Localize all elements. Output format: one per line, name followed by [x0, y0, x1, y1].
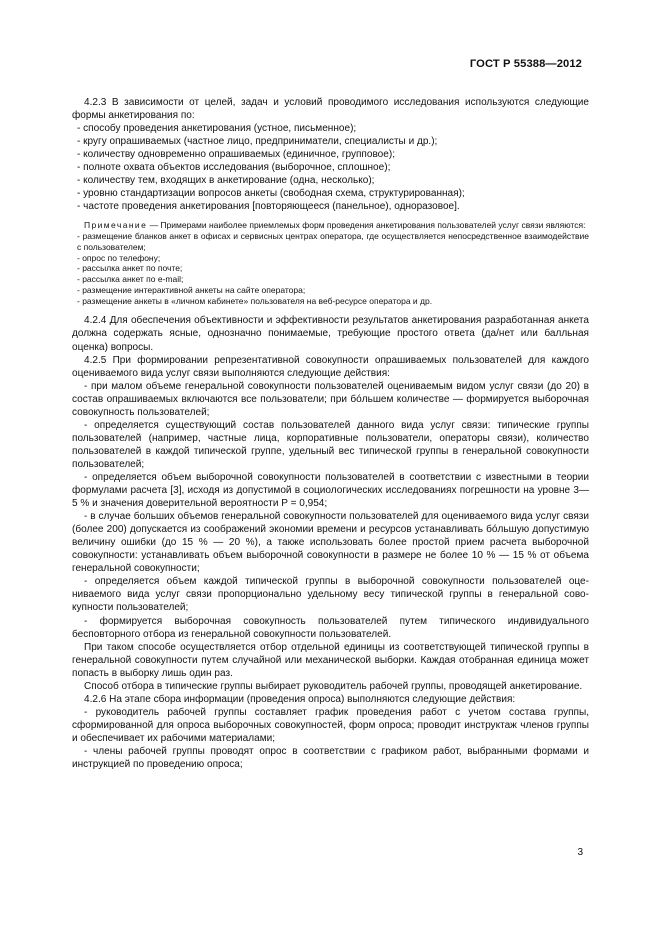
note-list-item: - размещение бланков анкет в офисах и сервисных центрах оператора, где осуществляется непосредственное взаимодействие с пользователем; [77, 231, 589, 252]
list-item: - при малом объеме генеральной совокупности пользователей оцениваемым видом услуг связи (до 20) в состав опрашиваемых включаются все пользователи; при бóльшем количестве — формируется выборочная совокупность пользователей; [72, 380, 589, 418]
paragraph-4-2-4: 4.2.4 Для обеспечения объективности и эффективности результатов анкетирования разработанная анкета должна содержать ясные, однозначно понимаемые, требующие простого ответа (да/нет или балльная оценка) вопросы. [72, 315, 589, 353]
list-item: - определяется объем выборочной совокупности пользователей в соответствии с известными в теории формулами расчета [3], исходя из допустимой в социологических исследованиях погрешности на уровне 3—5 % и значения доверительной вероятности P = 0,954; [72, 471, 589, 510]
paragraph-selection-responsible: Способ отбора в типические группы выбирает руководитель рабочей группы, проводящей анкетирование. [84, 680, 583, 692]
note-intro-text: — Примерами наиболее приемлемых форм проведения анкетирования пользователей услуг связи являются: [147, 220, 586, 231]
paragraph-selection-method: При таком способе осуществляется отбор отдельной единицы из соответствующей типической группы в генеральной совокупности путем случайной или механической выборки. Каждая отобранная единица может попасть в выборку лишь один раз. [72, 641, 589, 679]
list-item: - члены рабочей группы проводят опрос в соответствии с графиком работ, выбранными формами и инструкцией по проведению опроса; [72, 745, 589, 771]
list-item: - кругу опрашиваемых (частное лицо, предприниматели, специалисты и др.); [77, 136, 438, 148]
list-item: - формируется выборочная совокупность пользователей путем типического индивидуального бесповторного отбора из генеральной совокупности пользователей. [72, 615, 589, 640]
list-item: - частоте проведения анкетирования [повторяющееся (панельное), одноразовое]. [77, 201, 460, 213]
note-block [72, 220, 589, 306]
list-item: - количеству одновременно опрашиваемых (единичное, групповое); [77, 149, 395, 161]
list-item: - способу проведения анкетирования (устное, письменное); [77, 123, 357, 135]
note-list-item: - опрос по телефону; [77, 252, 161, 263]
list-item: - уровню стандартизации вопросов анкеты (свободная схема, структурированная); [77, 188, 465, 200]
document-code-header: ГОСТ Р 55388—2012 [469, 58, 582, 70]
page-number: 3 [577, 847, 583, 858]
list-item: - в случае больших объемов генеральной совокупности пользователей для оцениваемого вида услуг связи (более 200) допускается из соображений экономии времени и ресурсов устанавливать бóльшую допустимую величину ошибки (до 15 % — 20 %), а также использовать более простой прием расчета выборочной совокупности: устанавливать объем выборочной совокупности в размере не более 10 % — 15 % от объема генеральной совокупности; [72, 511, 589, 575]
document-body [72, 96, 589, 771]
note-label: Примечание [84, 220, 148, 231]
note-list-item: - размещение интерактивной анкеты на сайте оператора; [77, 284, 306, 295]
list-item: - определяется существующий состав пользователей данного вида услуг связи: типические группы пользователей (например, частные лица, корпоративные пользователи, операторы связи), количество пользователей в каждой типической группе, удельный вес типической группы в генеральной совокупности пользователей; [72, 419, 589, 470]
list-item: - количеству тем, входящих в анкетирование (одна, несколько); [77, 175, 375, 187]
paragraph-4-2-5-intro: 4.2.5 При формировании репрезентативной совокупности опрашиваемых пользователей для каждого оцениваемого вида услуг связи выполняются следующие действия: [72, 354, 589, 379]
list-item: - руководитель рабочей группы составляет график проведения работ с учетом состава группы, сформированной для опроса выборочных совокупностей, форм опроса; проводит инструктаж членов группы и обеспечивает их рабочими материалами; [72, 706, 589, 744]
note-list-item: - рассылка анкет по почте; [77, 263, 183, 274]
note-list-item: - рассылка анкет по e-mail; [77, 274, 184, 285]
note-list-item: - размещение анкеты в «личном кабинете» пользователя на веб-ресурсе оператора и др. [77, 295, 433, 306]
paragraph-4-2-6-intro: 4.2.6 На этапе сбора информации (проведения опроса) выполняются следующие действия: [84, 693, 516, 705]
list-item: - полноте охвата объектов исследования (выборочное, сплошное); [77, 162, 391, 174]
note-intro [72, 220, 589, 231]
paragraph-4-2-3-intro: 4.2.3 В зависимости от целей, задач и условий проводимого исследования используются следующие формы анкетирования по: [72, 97, 589, 122]
list-item: - определяется объем каждой типической группы в выборочной совокупности пользователей оцениваемого вида услуг связи пропорционально удельному весу типической группы в генеральной совокупности пользователей; [72, 576, 589, 614]
